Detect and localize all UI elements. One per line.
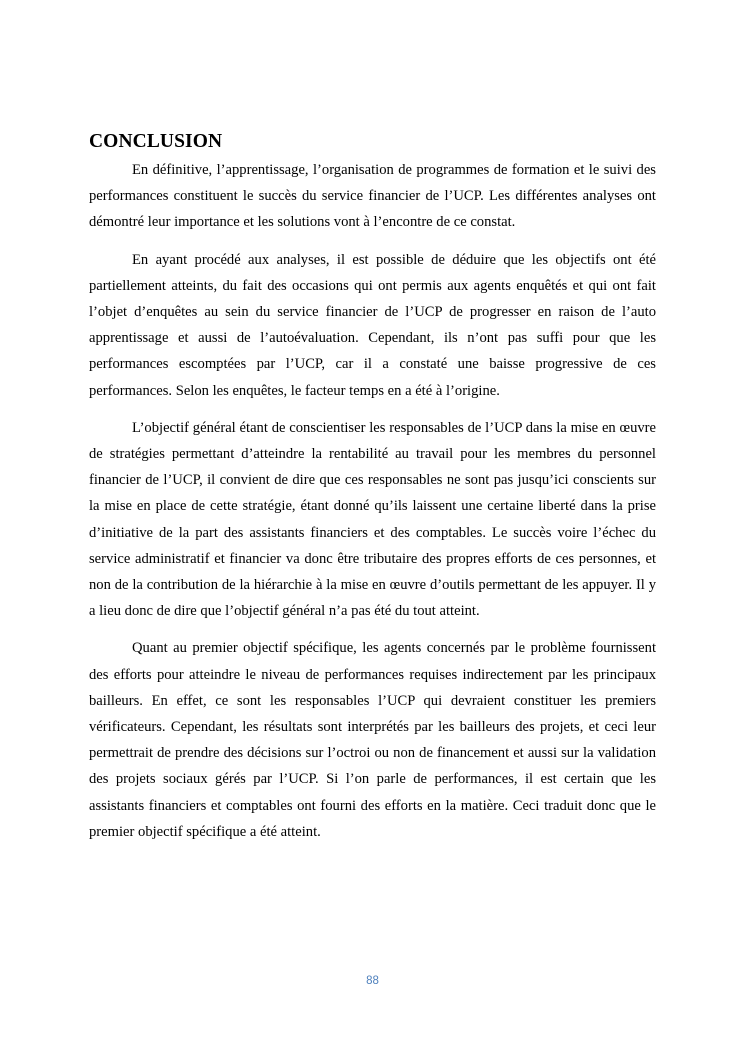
paragraph-1: En définitive, l’apprentissage, l’organisation de programmes de formation et le suivi des performances constituent le succès du service financier de l’UCP. Les différentes analyses ont démontré leur importance et les solutions vont à l’encontre de ce constat.	[89, 162, 656, 231]
paragraph-3: L’objectif général étant de conscientiser les responsables de l’UCP dans la mise en œuvre de stratégies permettant d’atteindre la rentabilité au travail pour les membres du personnel financier de l’UCP, il convient de dire que ces responsables ne sont pas jusqu’ici conscients sur la mise en place de cette stratégie, étant donné qu’ils laissent une certaine liberté dans la prise d’initiative de la part des assistants financiers et des comptables. Le succès voire l’échec du service administratif et financier va donc être tributaire des propres efforts de ces personnes, et non de la contribution de la hiérarchie à la mise en œuvre d’outils permettant de les appuyer. Il y a lieu donc de dire que l’objectif général n’a pas été du tout atteint.	[89, 419, 656, 620]
paragraph-2: En ayant procédé aux analyses, il est possible de déduire que les objectifs ont été partiellement atteints, du fait des occasions qui ont permis aux agents enquêtés et qui ont fait l’objet d’enquêtes au sein du service financier de l’UCP de progresser en raison de l’auto apprentissage et aussi de l’autoévaluation. Cependant, ils n’ont pas suffi pour que les performances escomptées par l’UCP, car il a constaté une baisse progressive de ces performances. Selon les enquêtes, le facteur temps en a été à l’origine.	[89, 251, 656, 399]
paragraph-4: Quant au premier objectif spécifique, les agents concernés par le problème fournissent des efforts pour atteindre le niveau de performances requises indirectement par les principaux bailleurs. En effet, ce sont les responsables l’UCP qui devraient constituer les premiers vérificateurs. Cependant, les résultats sont interprétés par les bailleurs des projets, et ceci leur permettrait de prendre des décisions sur l’octroi ou non de financement et aussi sur la validation des projets sociaux gérés par l’UCP. Si l’on parle de performances, il est certain que les assistants financiers et comptables ont fourni des efforts en la matière. Ceci traduit donc que le premier objectif spécifique a été atteint.	[89, 640, 656, 840]
document-body	[89, 130, 656, 856]
page-number: 88	[366, 975, 379, 987]
section-heading: CONCLUSION	[89, 131, 223, 152]
